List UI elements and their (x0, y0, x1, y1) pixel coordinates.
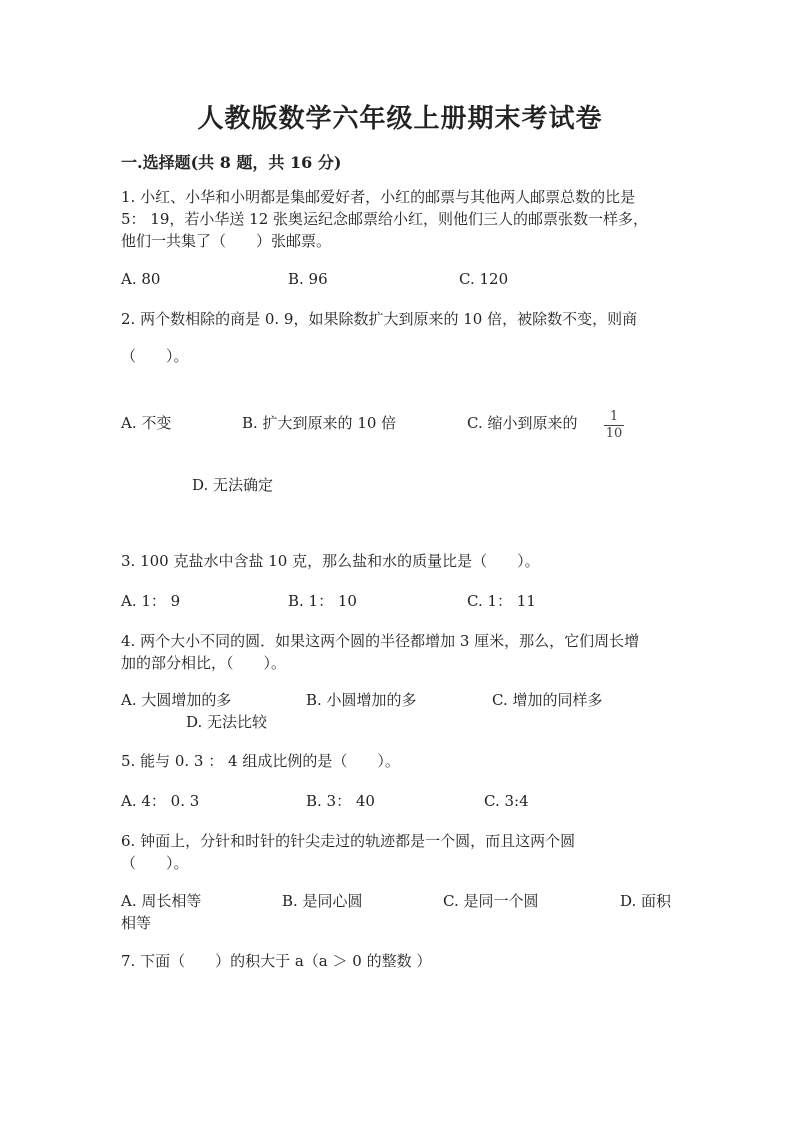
question-1-option-a: A. 80 (121, 270, 161, 288)
question-6-option-a: A. 周长相等 (121, 892, 202, 910)
question-1-option-b: B. 96 (288, 270, 328, 288)
question-6-option-c: C. 是同一个圆 (443, 892, 539, 910)
question-2-option-b: B. 扩大到原来的 10 倍 (242, 414, 397, 432)
question-2-option-c: C. 缩小到原来的 (467, 414, 578, 432)
question-5-option-c: C. 3:4 (484, 792, 529, 810)
question-4-option-d: D. 无法比较 (186, 713, 268, 731)
question-6-line-2: （ ）。 (121, 854, 189, 872)
question-4-option-a: A. 大圆增加的多 (121, 691, 232, 709)
question-3-line-1: 3. 100 克盐水中含盐 10 克，那么盐和水的质量比是（ ）。 (121, 552, 540, 570)
question-1-option-c: C. 120 (459, 270, 509, 288)
question-1-line-2: 5： 19，若小华送 12 张奥运纪念邮票给小红，则他们三人的邮票张数一样多， (121, 210, 649, 228)
question-5-line-1: 5. 能与 0. 3 ： 4 组成比例的是（ ）。 (121, 752, 400, 770)
fraction-one-tenth (604, 410, 624, 441)
question-3-option-a: A. 1： 9 (121, 592, 181, 610)
question-2-line-2: （ ）。 (121, 347, 189, 365)
question-3-option-c: C. 1： 11 (467, 592, 536, 610)
question-1-line-3: 他们一共集了（ ）张邮票。 (121, 232, 332, 250)
question-5-option-b: B. 3： 40 (306, 792, 375, 810)
section-heading: 一.选择题(共 8 题，共 16 分) (121, 153, 342, 172)
question-4-line-2: 加的部分相比，（ ）。 (121, 654, 287, 672)
question-2-line-1: 2. 两个数相除的商是 0. 9，如果除数扩大到原来的 10 倍，被除数不变，则商 (121, 310, 638, 328)
question-6-option-d: D. 面积 (620, 892, 672, 910)
page-title: 人教版数学六年级上册期末考试卷 (197, 104, 603, 134)
question-6-option-d-continued: 相等 (121, 914, 152, 932)
question-6-line-1: 6. 钟面上，分针和时针的针尖走过的轨迹都是一个圆，而且这两个圆 (121, 832, 576, 850)
question-2-option-d: D. 无法确定 (192, 476, 274, 494)
question-3-option-b: B. 1： 10 (288, 592, 357, 610)
question-7-line-1: 7. 下面（ ）的积大于 a（a ＞ 0 的整数 ） (121, 952, 432, 970)
fraction-numerator: 1 (604, 410, 624, 426)
question-5-option-a: A. 4： 0. 3 (121, 792, 200, 810)
question-4-line-1: 4. 两个大小不同的圆．如果这两个圆的半径都增加 3 厘米，那么，它们周长增 (121, 632, 640, 650)
question-1-line-1: 1. 小红、小华和小明都是集邮爱好者，小红的邮票与其他两人邮票总数的比是 (121, 188, 636, 206)
question-4-option-c: C. 增加的同样多 (492, 691, 603, 709)
question-4-option-b: B. 小圆增加的多 (306, 691, 417, 709)
fraction-denominator: 10 (605, 426, 623, 441)
question-6-option-b: B. 是同心圆 (282, 892, 363, 910)
question-2-option-a: A. 不变 (121, 414, 172, 432)
